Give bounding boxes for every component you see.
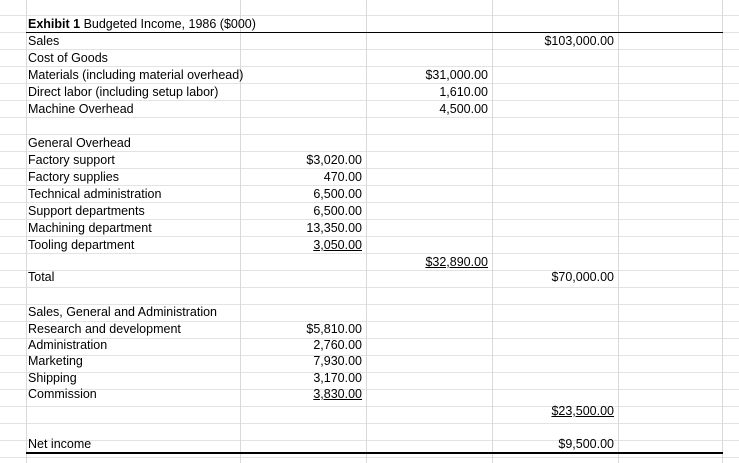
net-income-row (0, 436, 739, 453)
general-overhead-heading-row (0, 135, 739, 152)
total-label: Total (28, 270, 55, 284)
row-label: Tooling department (28, 238, 135, 252)
row-value: 6,500.00 (313, 204, 362, 218)
table-row (0, 353, 739, 370)
table-row (0, 321, 739, 338)
sales-row (0, 33, 739, 50)
row-label: Marketing (28, 354, 83, 368)
row-label: Administration (28, 338, 108, 352)
row-label: Direct labor (including setup labor) (28, 85, 219, 99)
row-value: 13,350.00 (306, 221, 362, 235)
sga-heading: Sales, General and Administration (28, 305, 217, 319)
sales-label: Sales (28, 34, 60, 48)
title-row (0, 16, 739, 33)
row-value: 3,170.00 (313, 371, 362, 385)
subtotal-row (0, 403, 739, 420)
table-row (0, 203, 739, 220)
table-row (0, 67, 739, 84)
table-row (0, 186, 739, 203)
row-value: 3,830.00 (313, 387, 362, 401)
row-value: $5,810.00 (306, 322, 362, 336)
net-income-value: $9,500.00 (558, 437, 614, 451)
exhibit-label: Exhibit 1 (28, 17, 81, 31)
row-label: Materials (including material overhead) (28, 68, 244, 82)
row-label: Machining department (28, 221, 152, 235)
table-row (0, 337, 739, 354)
row-label: Support departments (28, 204, 145, 218)
table-row (0, 101, 739, 118)
row-value: 470.00 (323, 170, 362, 184)
row-label: Commission (28, 387, 97, 401)
row-label: Machine Overhead (28, 102, 134, 116)
net-income-label: Net income (28, 437, 92, 451)
table-row (0, 237, 739, 254)
sales-value: $103,000.00 (544, 34, 614, 48)
page-title (28, 16, 256, 33)
general-overhead-heading: General Overhead (28, 136, 131, 150)
row-value: 6,500.00 (313, 187, 362, 201)
table-row (0, 370, 739, 387)
table-row (0, 84, 739, 101)
table-row (0, 152, 739, 169)
title-text: Budgeted Income, 1986 ($000) (80, 17, 256, 31)
row-label: Research and development (28, 322, 181, 336)
row-value: $3,020.00 (306, 153, 362, 167)
table-row (0, 169, 739, 186)
row-value: 1,610.00 (439, 85, 488, 99)
sga-subtotal: $23,500.00 (551, 404, 614, 418)
total-value: $70,000.00 (551, 270, 614, 284)
total-row (0, 269, 739, 286)
row-label: Shipping (28, 371, 77, 385)
row-label: Factory supplies (28, 170, 120, 184)
row-value: 2,760.00 (313, 338, 362, 352)
row-value: 7,930.00 (313, 354, 362, 368)
cost-of-goods-heading-row (0, 50, 739, 67)
row-label: Factory support (28, 153, 115, 167)
row-value: 3,050.00 (313, 238, 362, 252)
cost-of-goods-heading: Cost of Goods (28, 51, 108, 65)
row-value: $31,000.00 (425, 68, 488, 82)
table-row (0, 220, 739, 237)
general-overhead-subtotal: $32,890.00 (425, 255, 488, 269)
sga-heading-row (0, 304, 739, 321)
table-row (0, 386, 739, 403)
row-label: Technical administration (28, 187, 162, 201)
row-value: 4,500.00 (439, 102, 488, 116)
